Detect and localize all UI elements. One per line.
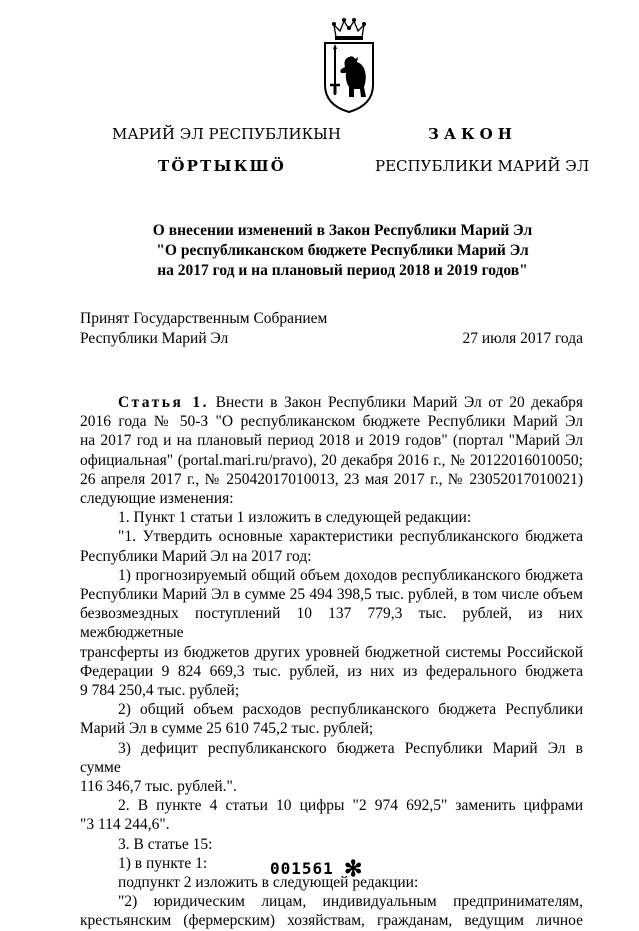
article-line: 116 346,7 тыс. рублей.".: [80, 778, 237, 796]
article-line: 3. В статье 15:: [118, 835, 213, 853]
article-line: 1) прогнозируемый общий объем доходов республиканского бюджета: [118, 566, 583, 584]
header-left-line2: ТӦРТЫКШӦ: [158, 157, 287, 175]
adoption-line2: Республики Марий Эл: [80, 330, 229, 347]
article-line: подпункт 2 изложить в следующей редакции:: [118, 874, 419, 892]
article-line: безвозмездных поступлений 10 137 779,3 тыс. рублей, из них межбюджетные: [80, 605, 583, 642]
article-line: Марий Эл в сумме 25 610 745,2 тыс. рублей;: [80, 720, 374, 738]
article-label: Статья 1.: [118, 394, 210, 411]
article-line: следующие изменения:: [80, 490, 234, 508]
article-line: 2016 года № 50-З "О республиканском бюджете Республики Марий Эл: [80, 413, 583, 431]
document-title-line1: О внесении изменений в Закон Республики Марий Эл: [152, 222, 533, 239]
adoption-line1: Принят Государственным Собранием: [80, 310, 328, 327]
document-title-line3: на 2017 год и на плановый период 2018 и 2019 годов": [157, 262, 528, 279]
asterisk-mark: ✻: [344, 856, 363, 881]
header-left-line1: МАРИЙ ЭЛ РЕСПУБЛИКЫН: [112, 125, 342, 143]
article-line: 3) дефицит республиканского бюджета Республики Марий Эл в сумме: [80, 739, 583, 776]
article-line: 2. В пункте 4 статьи 10 цифры "2 974 692,5" заменить цифрами: [118, 797, 583, 815]
article-line: "2) юридическим лицам, индивидуальным предпринимателям,: [118, 893, 583, 911]
article-line: Республики Марий Эл на 2017 год:: [80, 547, 312, 565]
article-line: 26 апреля 2017 г., № 25042017010013, 23 мая 2017 г., № 23052017010021): [80, 470, 583, 488]
article-line: "3 114 244,6".: [80, 816, 170, 834]
document-title-line2: "О республиканском бюджете Республики Марий Эл: [156, 242, 529, 259]
article-line: Статья 1. Внести в Закон Республики Марий Эл от 20 декабря: [118, 394, 584, 411]
serial-number: 001561: [270, 859, 334, 878]
header-right-line1: ЗАКОН: [428, 125, 517, 143]
header-right-line2: РЕСПУБЛИКИ МАРИЙ ЭЛ: [375, 157, 590, 175]
article-line: на 2017 год и на плановый период 2018 и 2019 годов" (портал "Марий Эл: [80, 432, 583, 450]
adoption-date: 27 июля 2017 года: [462, 330, 583, 347]
article-line: 2) общий объем расходов республиканского бюджета Республики: [118, 701, 583, 719]
article-line: крестьянским (фермерским) хозяйствам, гражданам, ведущим личное: [80, 912, 583, 930]
article-line: официальная" (portal.mari.ru/pravo), 20 декабря 2016 г., № 20122016010050;: [80, 451, 583, 469]
article-line: трансферты из бюджетов других уровней бюджетной системы Российской: [80, 643, 583, 661]
article-line: 9 784 250,4 тыс. рублей;: [80, 682, 240, 700]
article-line: "1. Утвердить основные характеристики республиканского бюджета: [118, 528, 583, 546]
article-line: 1) в пункте 1:: [118, 854, 208, 872]
article-body: [80, 393, 583, 931]
article-line: Федерации 9 824 669,3 тыс. рублей, из них из федерального бюджета: [80, 662, 583, 680]
article-line: 1. Пункт 1 статьи 1 изложить в следующей редакции:: [118, 509, 472, 527]
article-line: Республики Марий Эл в сумме 25 494 398,5 тыс. рублей, в том числе объем: [80, 586, 583, 604]
coat-of-arms-icon: [319, 15, 379, 115]
